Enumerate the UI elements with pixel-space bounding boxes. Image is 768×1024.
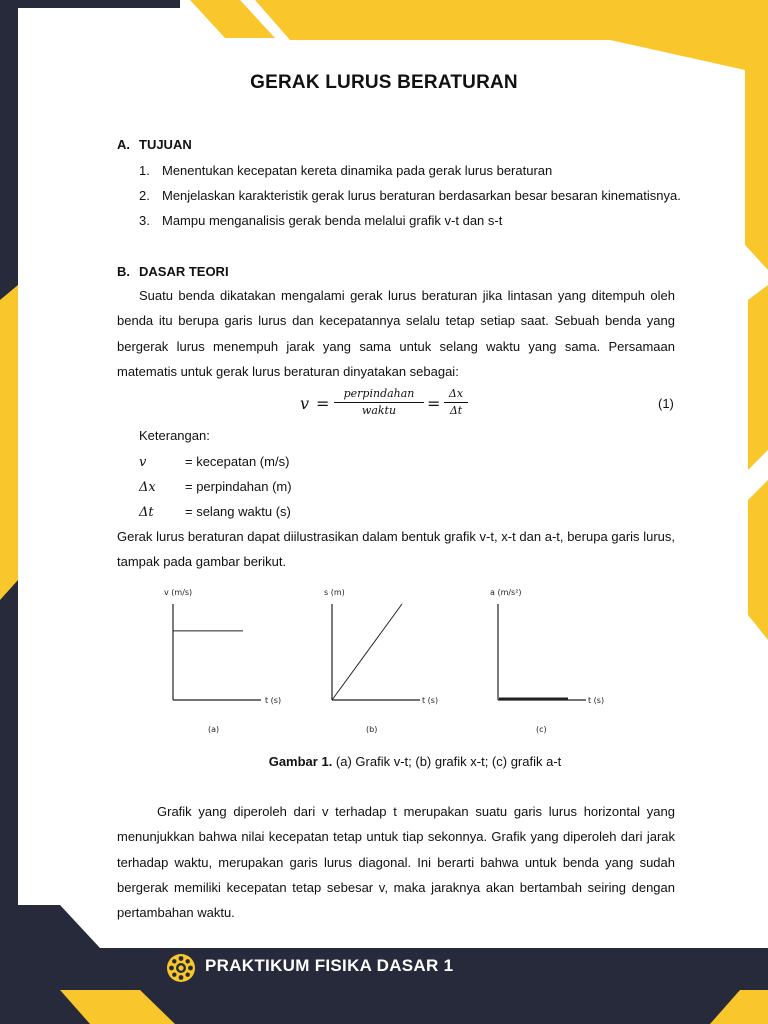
keterangan-symbol: Δt (139, 505, 154, 520)
list-item-text: Menentukan kecepatan kereta dinamika pada gerak lurus beraturan (162, 163, 553, 178)
fraction-denominator: waktu (361, 404, 397, 417)
fraction-numerator: perpindahan (343, 387, 415, 400)
paragraph-graph-intro: Gerak lurus beraturan dapat diilustrasikan dalam bentuk grafik v-t, x-t dan a-t, berupa garis lurus, tampak pada gambar berikut. (117, 529, 675, 570)
series-line (332, 604, 402, 700)
caption-text: (a) Grafik v-t; (b) grafik x-t; (c) grafik a-t (332, 754, 562, 769)
list-item (139, 188, 699, 203)
panel-label: (c) (536, 725, 547, 734)
footer-title: PRAKTIKUM FISIKA DASAR 1 (205, 956, 454, 975)
paragraph-explanation-text: Grafik yang diperoleh dari v terhadap t merupakan suatu garis lurus horizontal yang menunjukkan bahwa nilai kecepatan tetap untuk tiap sekonnya. Grafik yang diperoleh dari jarak terhadap waktu, merupakan garis lurus diagonal. Ini berarti bahwa untuk benda yang sudah bergerak memiliki kecepatan tetap sebesar v, maka jaraknya akan bertambah seiring dengan pertambahan waktu. (117, 804, 675, 921)
section-b-letter: B. (117, 264, 130, 279)
list-item-number: 3. (139, 213, 150, 228)
section-b-heading (117, 264, 229, 279)
equation-equals: = (316, 394, 330, 413)
keterangan-desc: = perpindahan (m) (185, 479, 292, 494)
y-axis-label: a (m/s²) (490, 588, 522, 597)
panel-label: (a) (208, 725, 220, 734)
equation-number: (1) (658, 396, 674, 411)
keterangan-symbol: v (139, 455, 147, 470)
paragraph-explanation (117, 799, 675, 925)
y-axis-label: s (m) (324, 588, 345, 597)
fraction-dx-dt (444, 387, 468, 418)
section-a-title: TUJUAN (139, 137, 192, 152)
section-a-letter: A. (117, 137, 130, 152)
paragraph-intro (117, 283, 675, 384)
fraction-denominator: Δt (449, 404, 463, 417)
caption-label: Gambar 1. (268, 754, 333, 769)
keterangan-row (139, 504, 291, 520)
graphs-figure (150, 582, 620, 742)
y-axis-label: v (m/s) (164, 588, 193, 597)
keterangan-symbol: Δx (139, 480, 156, 495)
x-axis-label: t (s) (422, 696, 439, 705)
x-axis-label: t (s) (265, 696, 282, 705)
keterangan-desc: = selang waktu (s) (185, 504, 291, 519)
panel-label: (b) (366, 725, 378, 734)
paragraph-intro-text: Suatu benda dikatakan mengalami gerak lurus beraturan jika lintasan yang ditempuh oleh benda itu berupa garis lurus dan kecepatannya selalu tetap setiap saat. Sebuah benda yang bergerak lurus menempuh jarak yang sama untuk selang waktu yang sama. Persamaan matematis untuk gerak lurus beraturan dinyatakan sebagai: (117, 288, 675, 379)
list-item (139, 213, 699, 228)
list-item-text: Mampu menganalisis gerak benda melalui grafik v-t dan s-t (162, 213, 503, 228)
list-item (139, 163, 699, 178)
x-axis-label: t (s) (588, 696, 605, 705)
section-a-heading (117, 137, 192, 152)
university-logo-icon (166, 953, 196, 983)
figure-caption (0, 754, 768, 769)
equation-lhs: v (300, 394, 310, 413)
list-item-text: Menjelaskan karakteristik gerak lurus beraturan berdasarkan besar besaran kinematisnya. (162, 188, 681, 203)
keterangan-row (139, 454, 289, 470)
keterangan-desc: = kecepatan (m/s) (185, 454, 290, 469)
fraction-perpindahan-waktu (334, 387, 424, 418)
section-b-title: DASAR TEORI (139, 264, 229, 279)
keterangan-label: Keterangan: (139, 428, 210, 443)
list-item-number: 1. (139, 163, 150, 178)
page-title: GERAK LURUS BERATURAN (250, 72, 518, 93)
keterangan-row (139, 479, 292, 495)
fraction-numerator: Δx (448, 387, 464, 400)
equation-equals: = (427, 394, 441, 413)
list-item-number: 2. (139, 188, 150, 203)
